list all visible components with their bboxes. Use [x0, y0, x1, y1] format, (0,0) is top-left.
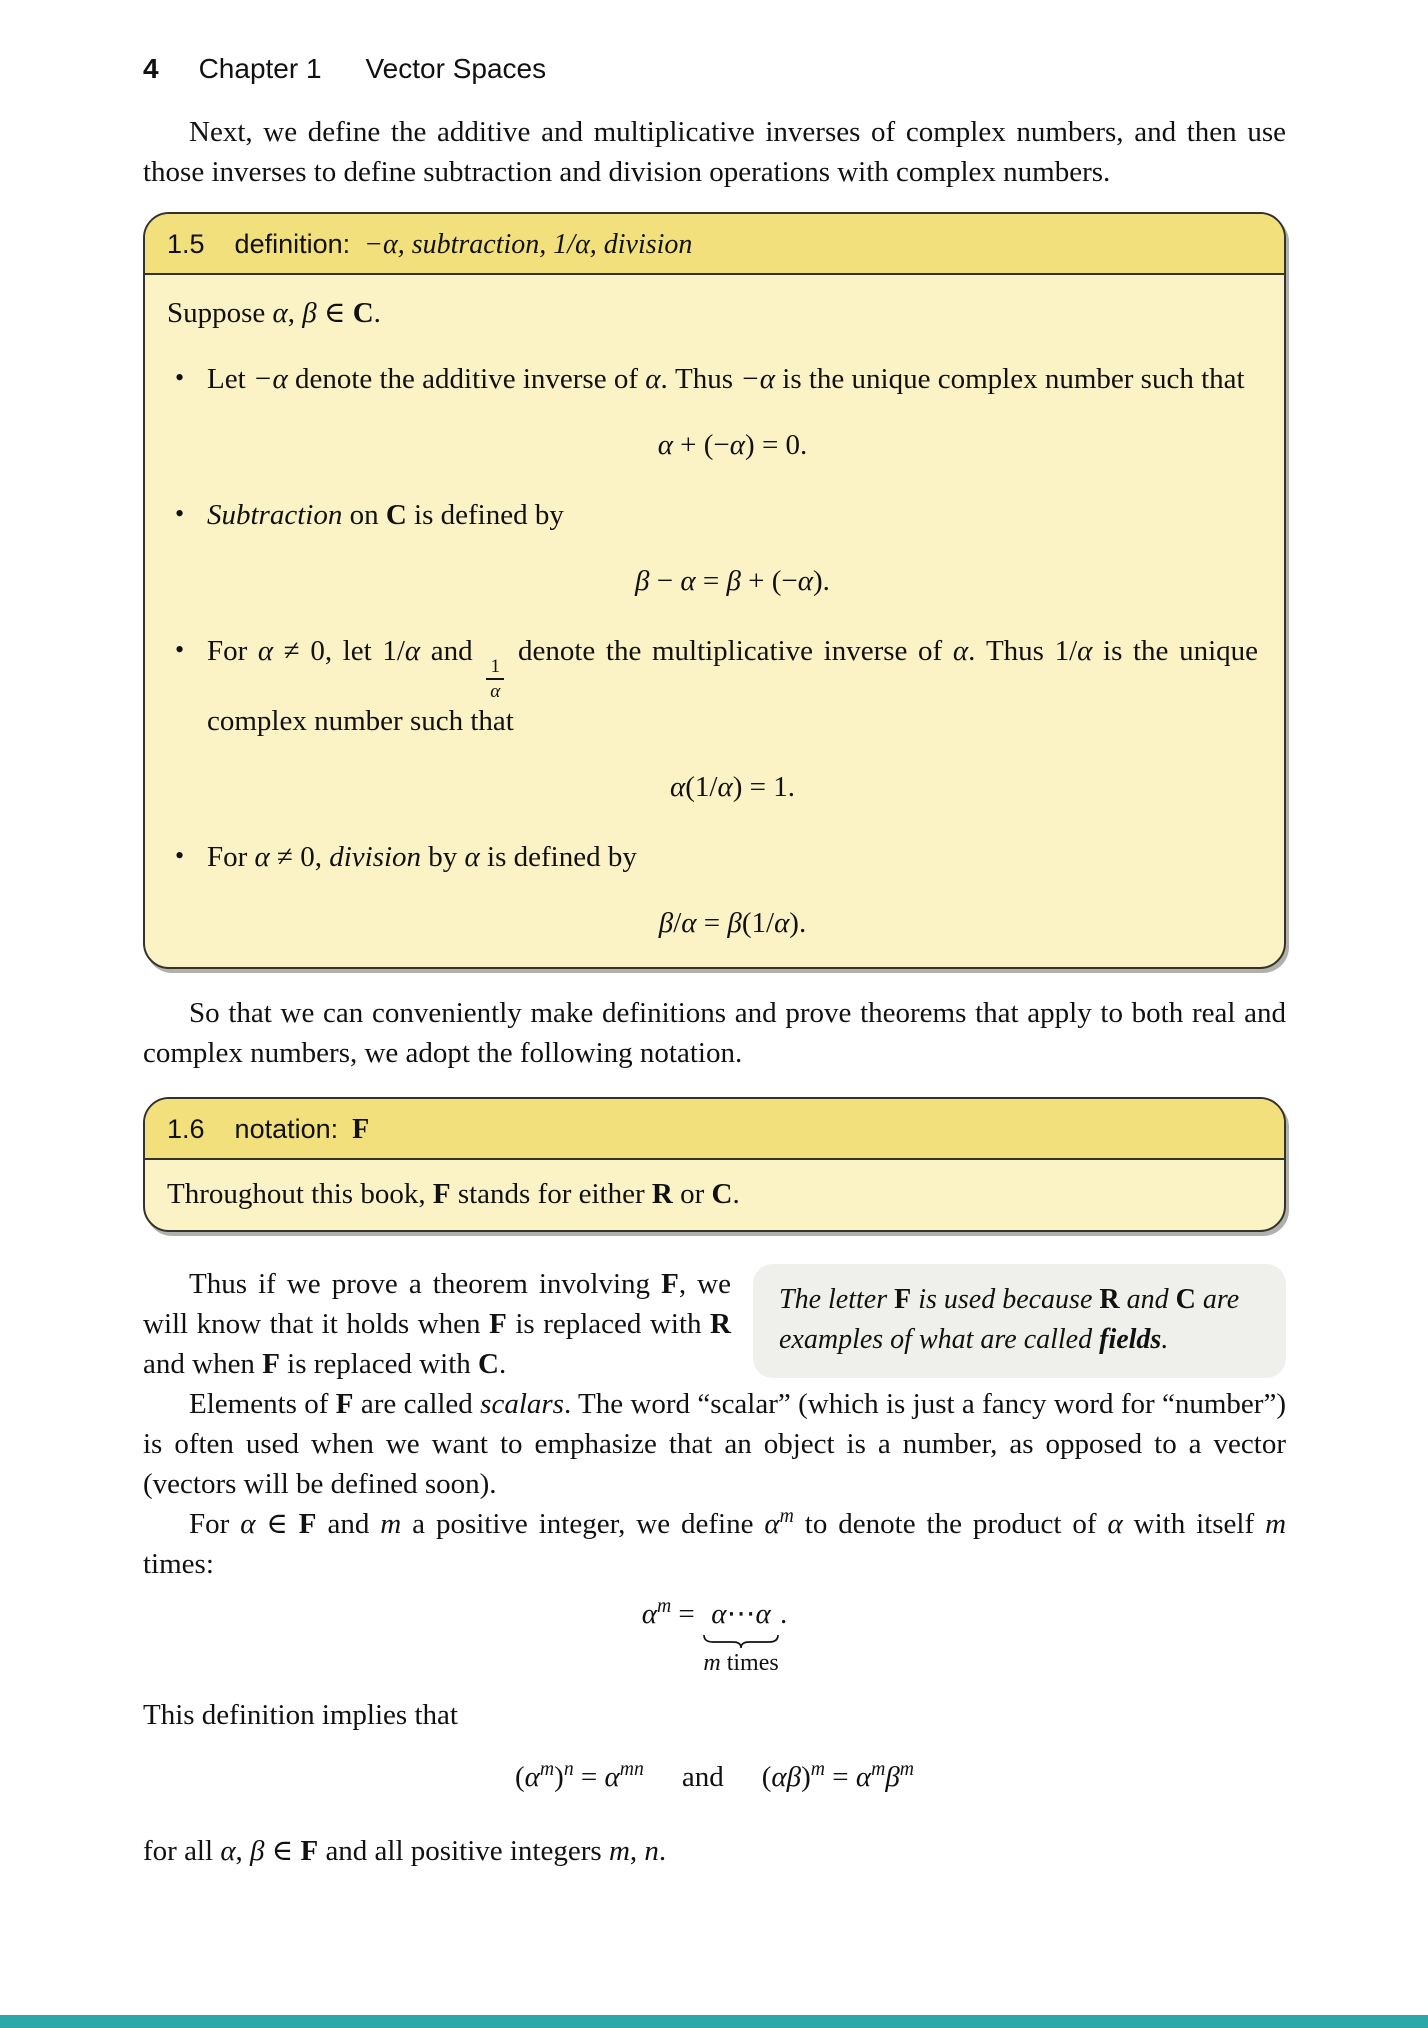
formula-period: . [780, 1598, 788, 1631]
chapter-label: Chapter 1 [198, 53, 322, 84]
bullet-text: Subtraction on C is defined by [207, 499, 564, 531]
bullet-text: For α ≠ 0, division by α is defined by [207, 841, 637, 874]
bullet-additive-inverse [167, 359, 1258, 465]
thus-theorem-paragraph: Thus if we prove a theorem involving F, we will know that it holds when F is replaced with R and when F is replaced with C. [143, 1268, 731, 1381]
for-all-line: for all α, β ∈ F and all positive integers m, n. [143, 1835, 667, 1868]
formula-lhs: $\alpha^m$ = [641, 1595, 703, 1631]
underbrace-icon [702, 1635, 780, 1648]
fields-side-note: The letter F is used because R and C are examples of what are called fields. [753, 1264, 1286, 1378]
implies-line: This definition implies that [143, 1699, 458, 1732]
law-power-of-product: $(\alpha\beta)^m = \alpha^m\beta^m$ [761, 1758, 914, 1794]
adopt-notation-paragraph: So that we can conveniently make definitions and prove theorems that apply to both real and complex numbers, we adopt the following notation. [143, 997, 1286, 1070]
bullet-multiplicative-inverse [167, 631, 1258, 807]
definition-bullet-list [167, 359, 1258, 943]
suppose-line: Suppose α, β ∈ C. [167, 297, 381, 329]
bullet-icon: • [175, 841, 185, 871]
notation-kind-label: notation: [234, 1114, 339, 1145]
definition-kind-label: definition: [234, 229, 351, 259]
bullet-icon: • [175, 363, 185, 392]
power-intro-paragraph: For α ∈ F and m a positive integer, we define $\alpha^m$ to denote the product of α with itself m times: [143, 1505, 1287, 1581]
notation-box-body: Throughout this book, F stands for either R or C. [167, 1178, 740, 1211]
definition-box-1-5 [143, 212, 1286, 969]
page-number: 4 [143, 53, 159, 84]
scalars-paragraph: Elements of F are called scalars. The word “scalar” (which is just a fancy word for “number”) is often used when we want to emphasize that an object is a number, as opposed to a vector (vectors will be defined soon). [143, 1388, 1286, 1501]
bullet-icon: • [175, 499, 185, 528]
exponent-laws-formula [143, 1757, 1286, 1797]
braced-expression: α⋯α [711, 1598, 771, 1631]
notation-title: F [352, 1114, 370, 1146]
law-power-of-power: $(\alpha^m)^n = \alpha^{mn}$ [515, 1758, 644, 1794]
page-header [143, 52, 1286, 86]
bullet-text: For α ≠ 0, let 1/α and $\frac{1}{\alpha}$ denote the multiplicative inverse of α. Thus 1/α is the unique complex number such that [207, 635, 1258, 738]
equation-additive-inverse: α + (−α) = 0. [657, 429, 808, 461]
intro-paragraph: Next, we define the additive and multiplicative inverses of complex numbers, and then use those inverses to define subtraction and division operations with complex numbers. [143, 116, 1286, 188]
equation-division: β/α = β(1/α). [658, 907, 807, 940]
definition-box-body [145, 275, 1284, 967]
bullet-division [167, 837, 1258, 943]
law-connector: and [681, 1761, 724, 1794]
definition-title: −α, subtraction, 1/α, division [364, 229, 693, 260]
underbrace-group [702, 1594, 780, 1677]
notation-box-1-6 [143, 1097, 1286, 1232]
theorem-note-section [143, 1264, 1286, 1384]
bottom-accent-bar [0, 2015, 1428, 2028]
notation-box-header [145, 1099, 1284, 1160]
equation-multiplicative-inverse: α(1/α) = 1. [670, 771, 795, 804]
definition-number: 1.5 [167, 229, 205, 259]
chapter-title: Vector Spaces [365, 53, 547, 84]
notation-number: 1.6 [167, 1114, 205, 1145]
equation-subtraction: β − α = β + (−α). [635, 565, 830, 597]
power-definition-formula [143, 1594, 1286, 1677]
bullet-icon: • [175, 635, 185, 664]
definition-box-header [145, 214, 1284, 275]
bullet-subtraction [167, 495, 1258, 601]
bullet-text: Let −α denote the additive inverse of α. Thus −α is the unique complex number such that [207, 363, 1245, 395]
underbrace-label: m times [703, 1650, 779, 1677]
